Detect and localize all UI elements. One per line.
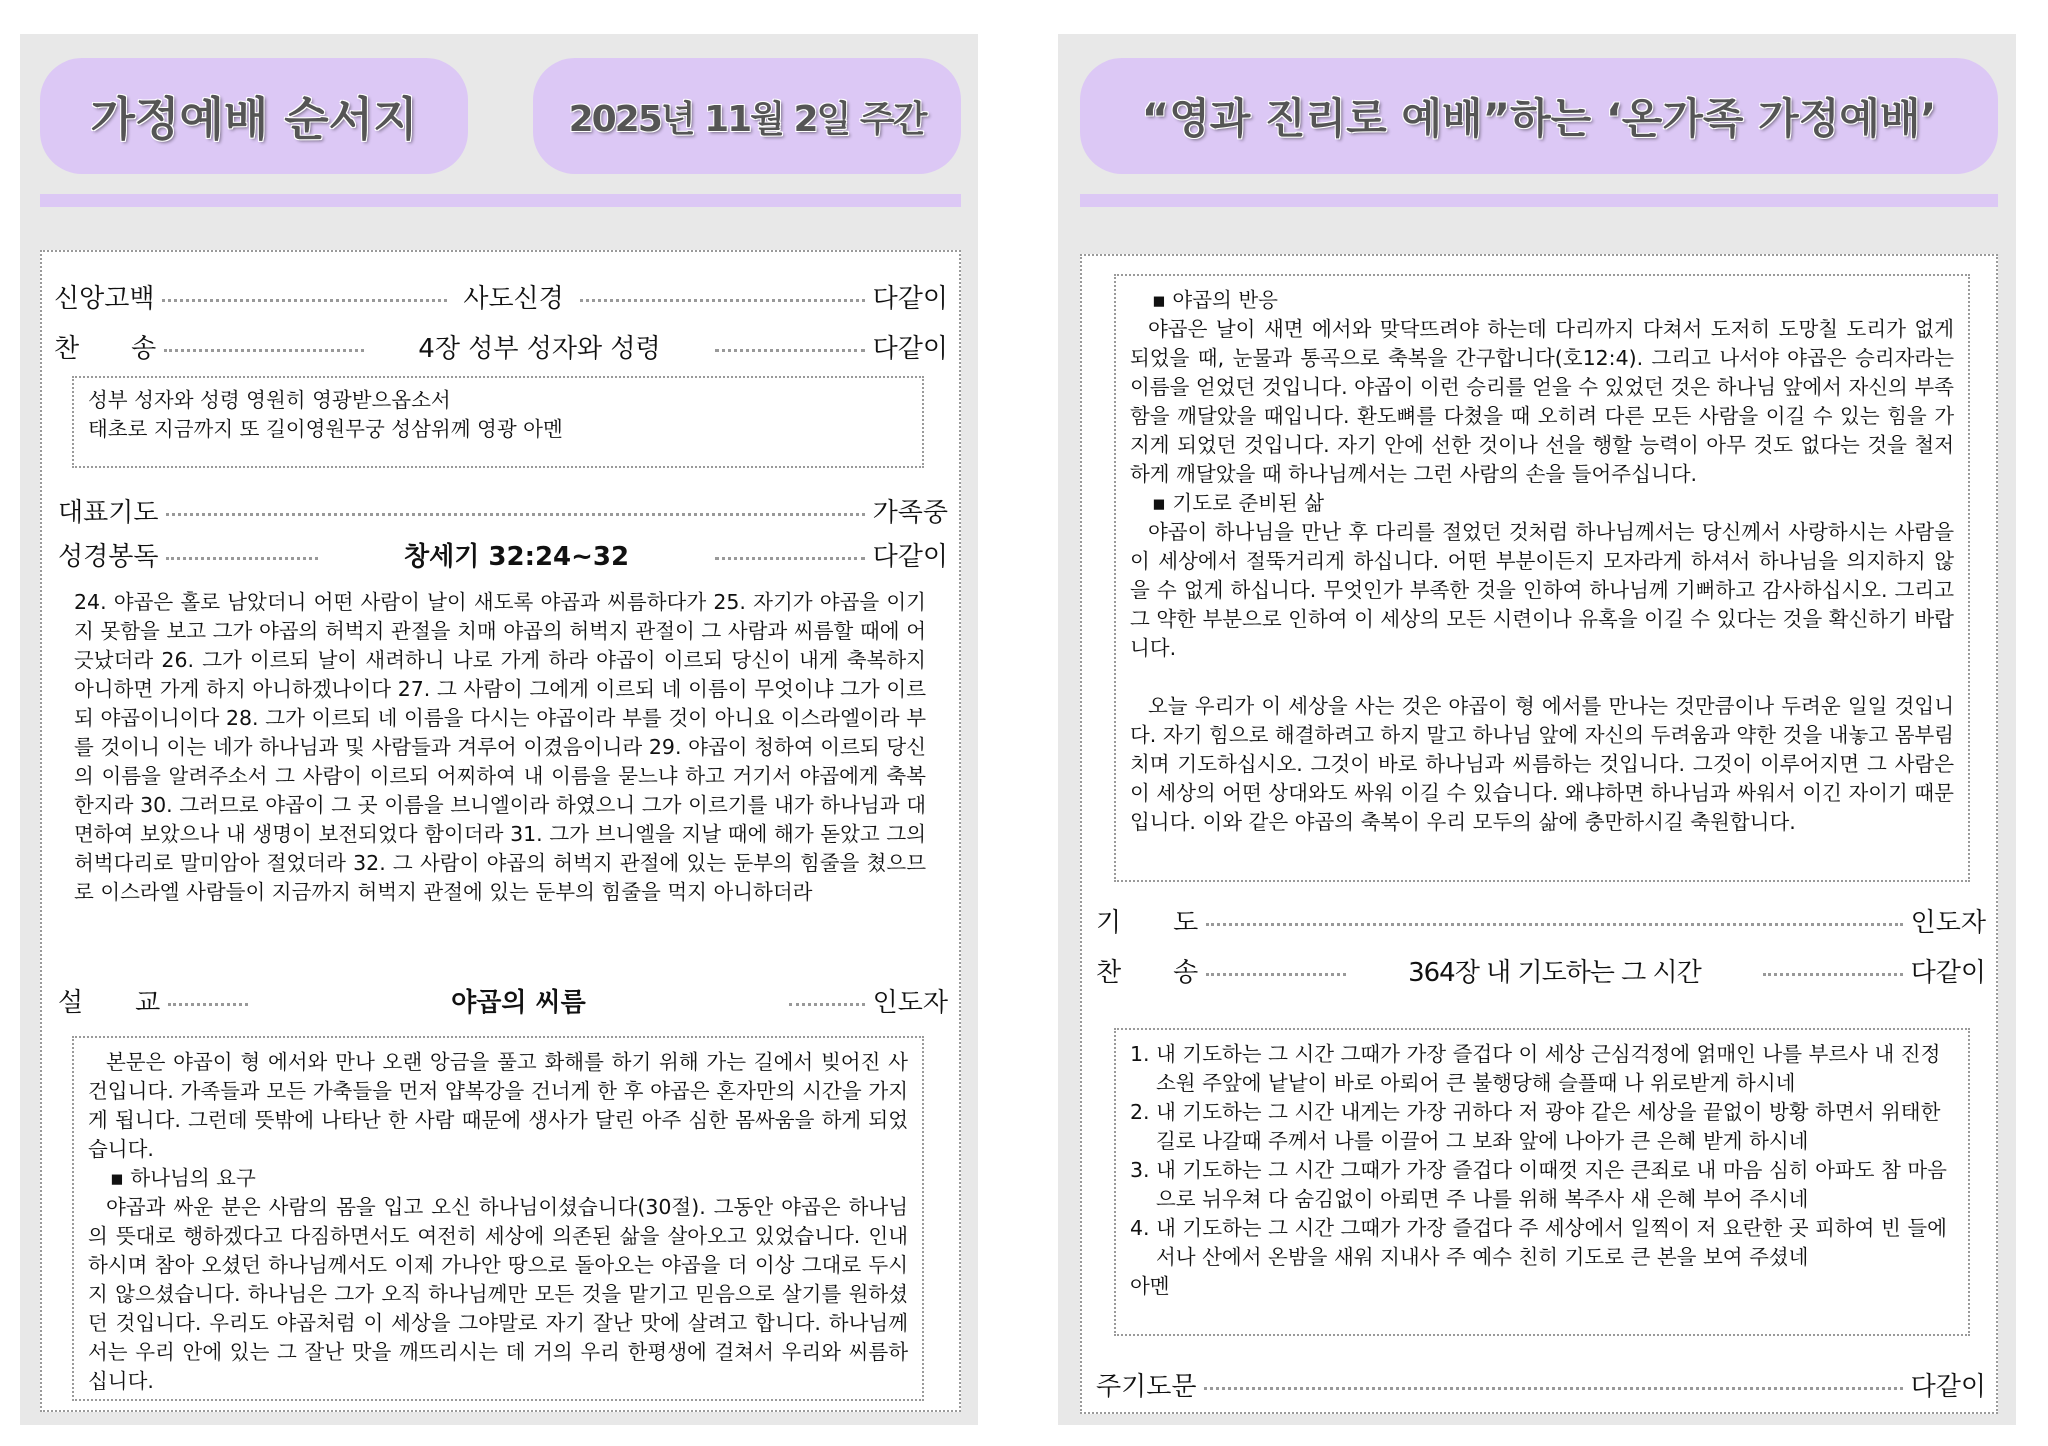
- hymn-verse: 2. 내 기도하는 그 시간 내게는 가장 귀하다 저 광야 같은 세상을 끝없이 방황 하면서 위태한 길로 나갈때 주께서 나를 이끌어 그 보좌 앞에 나아가 큰 은혜 받게 하시네: [1130, 1100, 1941, 1153]
- right-page: [1058, 34, 2016, 1425]
- order-item: 야곱의 씨름: [451, 988, 586, 1018]
- right-title-pill: “영과 진리로 예배”하는 ‘온가족 가정예배’: [1080, 58, 1998, 174]
- hymn-lyric-line: 태초로 지금까지 또 길이영원무궁 성삼위께 영광 아멘: [88, 417, 563, 441]
- hymn-lyric-line: 성부 성자와 성령 영원히 영광받으옵소서: [88, 388, 451, 412]
- left-page: [20, 34, 978, 1425]
- scripture-text: 24. 야곱은 홀로 남았더니 어떤 사람이 날이 새도록 야곱과 씨름하다가 25. 자기가 야곱을 이기지 못함을 보고 그가 야곱의 허벅지 관절을 치매 야곱의 허벅지 관절이 그 사람과 씨름할 때에 어긋났더라 26. 그가 이르되 날이 새려하니 나로 가게 하라 야곱이 이르되 당신이 내게 축복하지 아니하면 가게 하지 아니하겠나이다 27. 그 사람이 그에게 이르되 네 이름이 무엇이냐 그가 이르되 야곱이니이다 28. 그가 이르되 네 이름을 다시는 야곱이라 부를 것이 아니요 이스라엘이라 부를 것이니 이는 네가 하나님과 및 사람들과 겨루어 이겼음이니라 29. 야곱이 청하여 이르되 당신의 이름을 알려주소서 그 사람이 이르되 어찌하여 내 이름을 묻느냐 하고 거기서 야곱에게 축복한지라 30. 그러므로 야곱이 그 곳 이름을 브니엘이라 하였으니 그가 이르기를 내가 하나님과 대면하여 보았으나 내 생명이 보전되었다 함이더라 31. 그가 브니엘을 지날 때에 해가 돋았고 그의 허벅다리로 말미암아 절었더라 32. 그 사람이 야곱의 허벅지 관절에 있는 둔부의 힘줄을 쳤으므로 이스라엘 사람들이 지금까지 허벅지 관절에 있는 둔부의 힘줄을 먹지 아니하더라: [74, 590, 926, 904]
- order-label: 기 도: [1096, 908, 1199, 938]
- leader-dots: [166, 557, 318, 560]
- order-item: 사도신경: [463, 284, 564, 314]
- sermon-box-1: [72, 1036, 924, 1401]
- leader-dots: [166, 513, 864, 516]
- leader-dots: [1206, 923, 1902, 926]
- order-label: 주기도문: [1096, 1372, 1197, 1402]
- sermon-point-text: 야곱이 하나님을 만난 후 다리를 절었던 것처럼 하나님께서는 당신께서 사랑하시는 사람을 이 세상에서 절뚝거리게 하십니다. 어떤 부분이든지 모자라게 하셔서 하나님을 의지하지 않을 수 없게 하십니다. 무엇인가 부족한 것을 인하여 하나님께 기뻐하고 감사하십시오. 그리고 그 약한 부분으로 인하여 이 세상의 모든 시련이나 유혹을 이길 수 있다는 것을 확신하기 바랍니다.: [1130, 520, 1954, 660]
- order-leader: 다같이: [1910, 1372, 1986, 1402]
- order-item: 4장 성부 성자와 성령: [418, 334, 661, 364]
- leader-dots: [789, 1003, 865, 1006]
- order-item: 창세기 32:24~32: [403, 542, 630, 572]
- left-content: [40, 250, 961, 1412]
- order-label: 성경봉독: [58, 542, 159, 572]
- hymn-amen: 아멘: [1130, 1274, 1170, 1298]
- leader-dots: [1763, 973, 1903, 976]
- order-row-creed: [54, 278, 948, 315]
- order-leader: 다같이: [872, 334, 948, 364]
- order-row-hymn2: [1096, 952, 1986, 989]
- leader-dots: [162, 299, 447, 302]
- sermon-point-text: 야곱과 싸운 분은 사람의 몸을 입고 오신 하나님이셨습니다(30절). 그동안 야곱은 하나님의 뜻대로 행하겠다고 다짐하면서도 여전히 세상에 의존된 삶을 살아오고 있었습니다. 인내하시며 참아 오셨던 하나님께서도 이제 가나안 땅으로 돌아오는 야곱을 더 이상 그대로 두시지 않으셨습니다. 하나님은 그가 오직 하나님께만 모든 것을 맡기고 믿음으로 살기를 원하셨던 것입니다. 우리도 야곱처럼 이 세상을 그야말로 자기 잘난 맛에 살려고 합니다. 하나님께서는 우리 안에 있는 그 잘난 맛을 깨뜨리시는 데 거의 우리 한평생에 걸쳐서 우리와 씨름하십니다.: [88, 1195, 908, 1393]
- order-label: 찬 송: [54, 334, 157, 364]
- leader-dots: [715, 557, 865, 560]
- left-title-bar: [40, 194, 961, 207]
- hymn-verse: 1. 내 기도하는 그 시간 그때가 가장 즐겁다 이 세상 근심걱정에 얽매인 나를 부르사 내 진정소원 주앞에 낱낱이 바로 아뢰어 큰 불행당해 슬플때 나 위로받게 하시네: [1130, 1042, 1941, 1095]
- order-row-prayer: [58, 492, 948, 529]
- order-row-scripture: [58, 536, 948, 573]
- order-item: 364장 내 기도하는 그 시간: [1408, 958, 1701, 988]
- date-pill: 2025년 11월 2일 주간: [533, 58, 961, 174]
- order-row-hymn: [54, 328, 948, 365]
- sermon-box-2: [1114, 274, 1970, 882]
- sermon-point-heading: ▪ 하나님의 요구: [110, 1166, 256, 1190]
- hymn-verses-box: [1114, 1028, 1970, 1336]
- order-leader: 가족중: [872, 498, 948, 528]
- order-label: 대표기도: [58, 498, 159, 528]
- right-title-bar: [1080, 194, 1998, 207]
- hymn-lyrics-box: [72, 376, 924, 468]
- order-leader: 인도자: [872, 988, 948, 1018]
- leader-dots: [168, 1003, 248, 1006]
- sermon-point-heading: ▪ 야곱의 반응: [1152, 288, 1278, 312]
- order-label: 설 교: [58, 988, 161, 1018]
- sermon-point-text: 야곱은 날이 새면 에서와 맞닥뜨려야 하는데 다리까지 다쳐서 도저히 도망칠 도리가 없게 되었을 때, 눈물과 통곡으로 축복을 간구합니다(호12:4). 그리고 나서야 야곱은 승리자라는 이름을 얻었던 것입니다. 야곱이 이런 승리를 얻을 수 있었던 것은 하나님 앞에서 자신의 부족함을 깨달았을 때입니다. 환도뼈를 다쳤을 때 오히려 다른 모든 사람을 이길 수 있는 힘을 가지게 되었던 것입니다. 자기 안에 선한 것이나 선을 행할 능력이 아무 것도 없다는 것을 철저하게 깨달았을 때 하나님께서는 그런 사람의 손을 들어주십니다.: [1130, 317, 1954, 486]
- hymn-verse: 4. 내 기도하는 그 시간 그때가 가장 즐겁다 주 세상에서 일찍이 저 요란한 곳 피하여 빈 들에서나 산에서 온밤을 새워 지내사 주 예수 친히 기도로 큰 본을 보여 주셨네: [1130, 1216, 1947, 1269]
- sermon-conclusion: 오늘 우리가 이 세상을 사는 것은 야곱이 형 에서를 만나는 것만큼이나 두려운 일일 것입니다. 자기 힘으로 해결하려고 하지 말고 하나님 앞에 자신의 두려움과 약한 것을 내놓고 몸부림치며 기도하십시오. 그것이 바로 하나님과 씨름하는 것입니다. 그것이 이루어지면 그 사람은 이 세상의 어떤 상대와도 싸워 이길 수 있습니다. 왜냐하면 하나님과 싸워서 이긴 자이기 때문입니다. 이와 같은 야곱의 축복이 우리 모두의 삶에 충만하시길 축원합니다.: [1130, 694, 1954, 834]
- order-leader: 다같이: [872, 542, 948, 572]
- order-row-sermon: [58, 982, 948, 1019]
- leader-dots: [1206, 973, 1346, 976]
- order-label: 찬 송: [1096, 958, 1199, 988]
- sermon-point-heading: ▪ 기도로 준비된 삶: [1152, 491, 1325, 515]
- order-leader: 인도자: [1910, 908, 1986, 938]
- order-row-lords-prayer: [1096, 1366, 1986, 1403]
- leader-dots: [1204, 1387, 1902, 1390]
- order-label: 신앙고백: [54, 284, 155, 314]
- hymn-verse: 3. 내 기도하는 그 시간 그때가 가장 즐겁다 이때껏 지은 큰죄로 내 마음 심히 아파도 참 마음으로 뉘우쳐 다 숨김없이 아뢰면 주 나를 위해 복주사 새 은혜 부어 주시네: [1130, 1158, 1947, 1211]
- right-content: [1080, 254, 1998, 1414]
- order-row-prayer2: [1096, 902, 1986, 939]
- left-title-pill: 가정예배 순서지: [40, 58, 468, 174]
- order-leader: 다같이: [872, 284, 949, 314]
- leader-dots: [715, 349, 865, 352]
- sermon-intro: 본문은 야곱이 형 에서와 만나 오랜 앙금을 풀고 화해를 하기 위해 가는 길에서 빚어진 사건입니다. 가족들과 모든 가축들을 먼저 얍복강을 건너게 한 후 야곱은 혼자만의 시간을 가지게 됩니다. 그런데 뜻밖에 나타난 한 사람 때문에 생사가 달린 아주 심한 몸싸움을 하게 되었습니다.: [88, 1050, 908, 1161]
- order-leader: 다같이: [1910, 958, 1986, 988]
- leader-dots: [164, 349, 364, 352]
- leader-dots: [580, 299, 865, 302]
